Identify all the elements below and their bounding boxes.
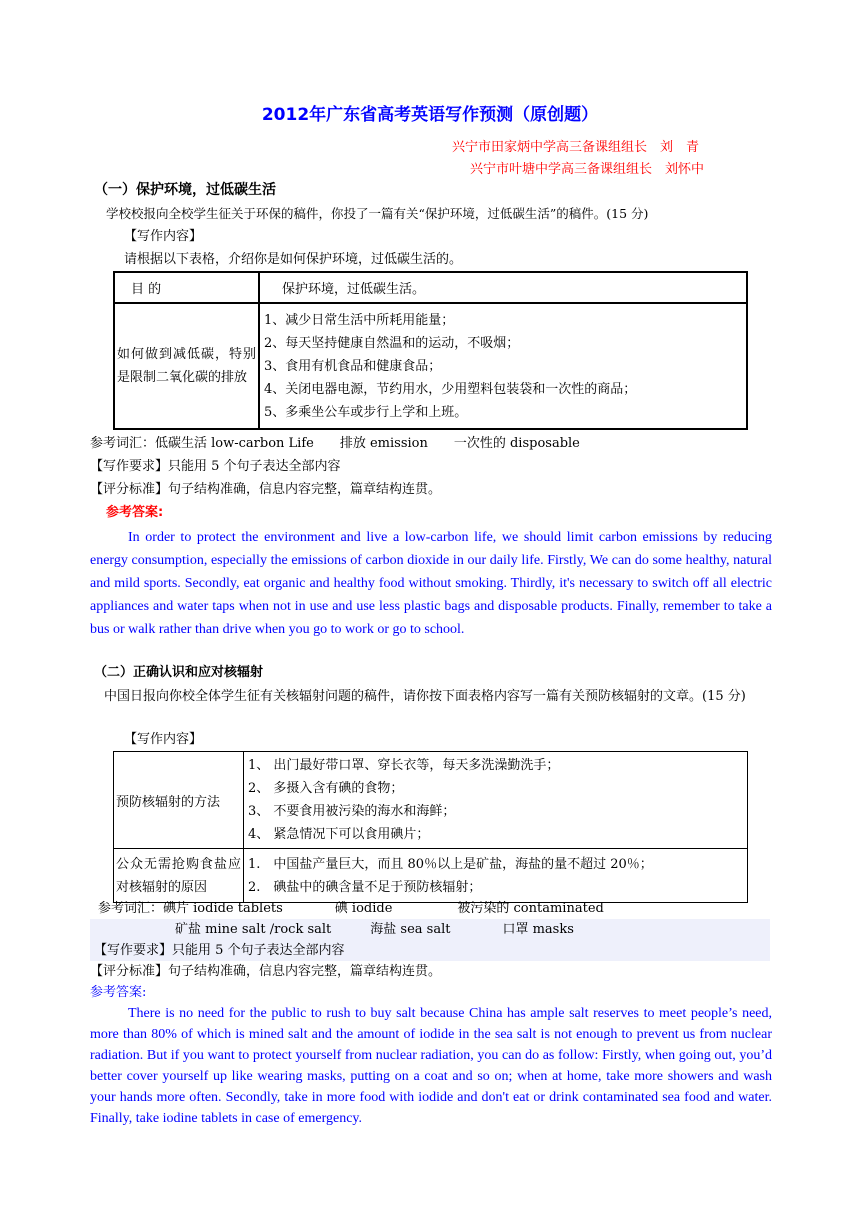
section1-intro: 学校校报向全校学生征关于环保的稿件，你投了一篇有关“保护环境，过低碳生活”的稿件。(15 分) bbox=[106, 206, 649, 221]
table1-purpose-label: 目 的 bbox=[114, 272, 259, 303]
section1-heading: （一）保护环境，过低碳生活 bbox=[94, 182, 276, 198]
section2-answer-label: 参考答案: bbox=[90, 985, 147, 1000]
section2-table bbox=[113, 751, 748, 903]
section1-requirement: 【写作要求】只能用 5 个句子表达全部内容 bbox=[90, 459, 341, 474]
table2-item: 1. 中国盐产量巨大，而且 80％以上是矿盐，海盐的量不超过 20％； bbox=[248, 856, 653, 872]
table1-purpose-value: 保护环境，过低碳生活。 bbox=[259, 272, 747, 303]
table2-item: 2、 多摄入含有碘的食物； bbox=[248, 781, 404, 796]
section2-requirement: 【写作要求】只能用 5 个句子表达全部内容 bbox=[94, 943, 345, 958]
table1-method-list bbox=[259, 303, 747, 429]
section1-answer-label: 参考答案: bbox=[106, 505, 164, 520]
table1-item: 2、每天坚持健康自然温和的运动，不吸烟； bbox=[264, 335, 520, 351]
section2-heading: （二）正确认识和应对核辐射 bbox=[94, 665, 264, 680]
section2-vocab-line2: 矿盐 mine salt /rock salt 海盐 sea salt 口罩 masks bbox=[175, 922, 574, 937]
table2-item: 4、 紧急情况下可以食用碘片； bbox=[248, 827, 430, 842]
section2-answer: There is no need for the public to rush to buy salt because China has ample salt reserves to meet people’s need, more than 80% of which is mined salt and the amount of iodide in the sea salt is not enough to prevent us from nuclear radiation. But if you want to protect yourself from nuclear radiation, you can do as follow: Firstly, when going out, you’d better cover yourself up like wearing masks, putting on a coat and so on; when at home, take more showers and wash your hands more often. Secondly, take in more food with iodide and don't eat or drink contaminated sea food and water. Finally, take iodine tablets in case of emergency. bbox=[90, 1006, 772, 1126]
section1-criteria: 【评分标准】句子结构准确，信息内容完整，篇章结构连贯。 bbox=[90, 482, 442, 497]
section2-content-label: 【写作内容】 bbox=[124, 732, 203, 747]
table2-item: 1、 出门最好带口罩、穿长衣等，每天多洗澡勤洗手； bbox=[248, 758, 560, 773]
section2-vocab-line1: 参考词汇：碘片 iodide tablets 碘 iodide 被污染的 contaminated bbox=[98, 901, 604, 916]
table1-item: 5、多乘坐公车或步行上学和上班。 bbox=[264, 404, 468, 420]
table2-reason-label: 公众无需抢购食盐应对核辐射的原因 bbox=[114, 849, 244, 903]
table2-item: 2. 碘盐中的碘含量不足于预防核辐射； bbox=[248, 879, 482, 895]
author-line-1: 兴宁市田家炳中学高三备课组组长 刘 青 bbox=[452, 140, 700, 155]
section2-criteria: 【评分标准】句子结构准确，信息内容完整，篇章结构连贯。 bbox=[90, 964, 442, 979]
table1-method-label: 如何做到减低碳，特别是限制二氧化碳的排放 bbox=[114, 303, 259, 429]
author-line-2: 兴宁市叶塘中学高三备课组组长 刘怀中 bbox=[470, 162, 705, 177]
section1-instruction: 请根据以下表格，介绍你是如何保护环境，过低碳生活的。 bbox=[124, 252, 463, 267]
table1-item: 3、食用有机食品和健康食品； bbox=[264, 358, 442, 374]
section1-answer: In order to protect the environment and live a low-carbon life, we should limit carbon emissions by reducing energy consumption, especially the emissions of carbon dioxide in our daily life. Firstly, We can do some healthy, natural and mild sports. Secondly, eat organic and healthy food without smoking. Thirdly, it's necessary to switch off all electric appliances and water taps when not in use and use less plastic bags and disposable products. Finally, remember to take a bus or walk rather than drive when you go to work or go to school. bbox=[90, 530, 772, 637]
table2-method-list bbox=[244, 752, 748, 849]
table1-item: 4、关闭电器电源，节约用水，少用塑料包装袋和一次性的商品； bbox=[264, 381, 637, 397]
table1-item: 1、减少日常生活中所耗用能量； bbox=[264, 312, 455, 328]
table2-method-label: 预防核辐射的方法 bbox=[114, 752, 244, 849]
section1-content-label: 【写作内容】 bbox=[124, 229, 203, 244]
section2-intro: 中国日报向你校全体学生征有关核辐射问题的稿件，请你按下面表格内容写一篇有关预防核辐射的文章。(15 分) bbox=[104, 689, 746, 704]
table2-reason-list bbox=[244, 849, 748, 903]
section1-table bbox=[113, 271, 748, 430]
table2-item: 3、 不要食用被污染的海水和海鲜； bbox=[248, 804, 456, 819]
page-title: 2012年广东省高考英语写作预测（原创题） bbox=[261, 105, 599, 125]
section1-vocab: 参考词汇：低碳生活 low-carbon Life 排放 emission 一次性的 disposable bbox=[90, 436, 580, 451]
